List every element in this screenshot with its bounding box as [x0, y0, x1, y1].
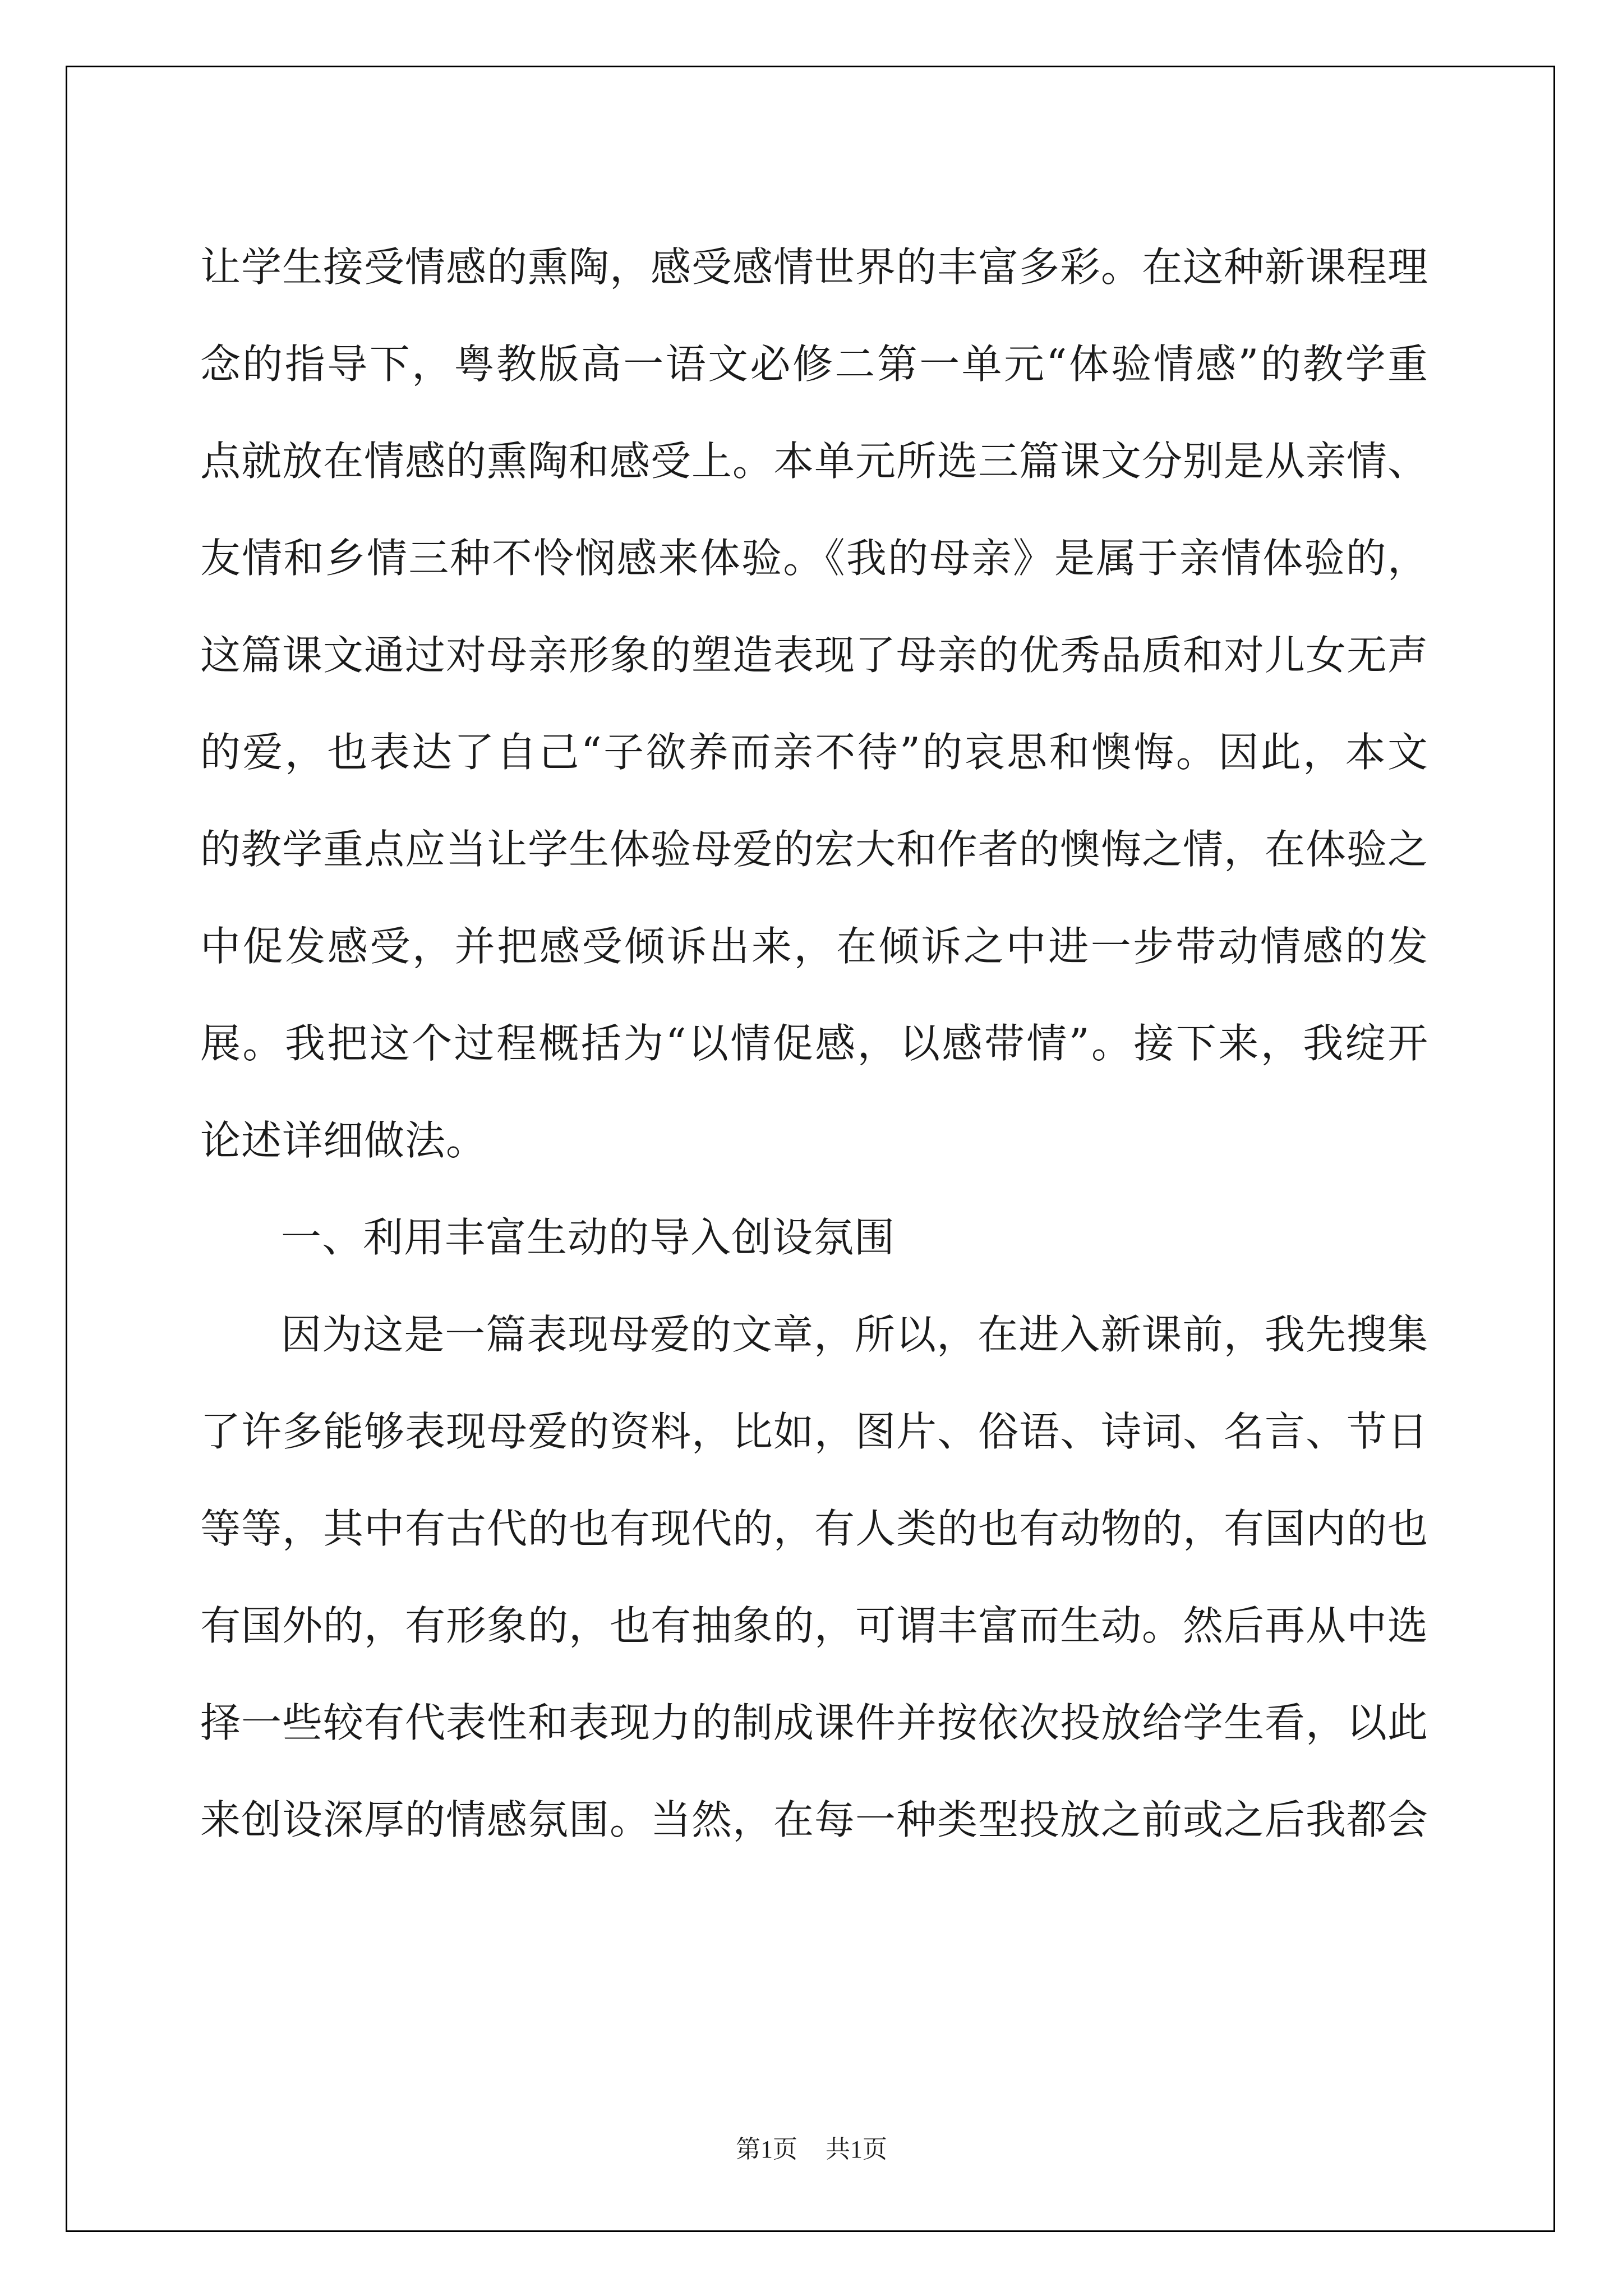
document-body [200, 219, 1428, 1869]
page-total: 共1页 [826, 2136, 887, 2163]
paragraph-section-1: 因为这是一篇表现母爱的文章，所以，在进入新课前，我先搜集了许多能够表现母爱的资料，比如，图片、俗语、诗词、名言、节日等等，其中有古代的也有现代的，有人类的也有动物的，有国内的也有国外的，有形象的，也有抽象的，可谓丰富而生动。然后再从中选择一些较有代表性和表现力的制成课件并按依次投放给学生看，以此来创设深厚的情感氛围。当然，在每一种类型投放之前或之后我都会 [200, 1311, 1429, 1843]
paragraph-intro: 让学生接受情感的熏陶，感受感情世界的丰富多彩。在这种新课程理念的指导下，粤教版高一语文必修二第一单元“体验情感”的教学重点就放在情感的熏陶和感受上。本单元所选三篇课文分别是从亲情、友情和乡情三种不怜悯感来体验。《我的母亲》是属于亲情体验的，这篇课文通过对母亲形象的塑造表现了母亲的优秀品质和对儿女无声的爱，也表达了自己“子欲养而亲不待”的哀思和懊悔。因此，本文的教学重点应当让学生体验母爱的宏大和作者的懊悔之情，在体验之中促发感受，并把感受倾诉出来，在倾诉之中进一步带动情感的发展。我把这个过程概括为“以情促感，以感带情”。接下来，我绽开论述详细做法。 [200, 243, 1429, 1164]
section-heading: 一、利用丰富生动的导入创设氛围 [281, 1214, 896, 1261]
page-footer [0, 2129, 1623, 2165]
page-number: 第1页 [736, 2136, 797, 2163]
